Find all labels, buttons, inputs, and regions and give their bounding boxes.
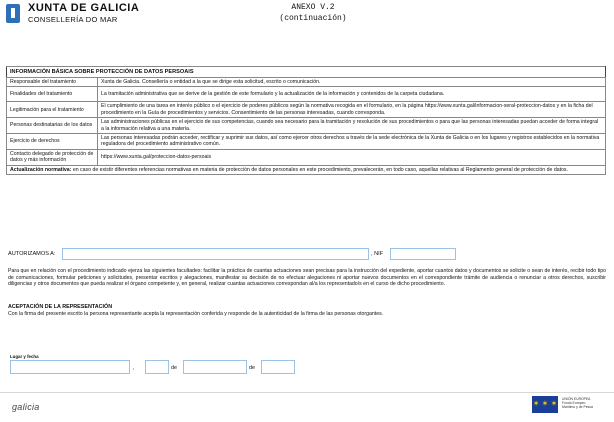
table-row [7, 134, 606, 150]
authorized-name-field[interactable] [62, 248, 369, 260]
table-row [7, 149, 606, 165]
xunta-logo-icon [6, 4, 20, 23]
table-row [7, 102, 606, 118]
row-value: https://www.xunta.gal/proteccion-datos-persoais [98, 149, 606, 165]
regulatory-note-text: en caso de existir diferentes referencias normativas en materia de protección de datos personales en este procedimiento, prevalecerán, en todo caso, aquellas relativas al Reglamento general de protección de datos. [71, 166, 568, 173]
acceptance-text: Con la firma del presente escrito la persona representante acepta la representación conferida y responde de la autenticidad de la firma de las personas otorgantes. [8, 311, 384, 317]
row-label: Legitimación para el tratamiento [7, 102, 98, 118]
row-value: El cumplimiento de una tarea en interés público o el ejercicio de poderes públicos según la normativa recogida en el formulario, en la página https://www.xunta.gal/informacion-xeral-proteccion-datos y en la ficha del procedimiento en la Guía de procedimientos y servicios. Consentimiento de las personas interesadas, cuando corresponda. [98, 102, 606, 118]
row-value: Xunta de Galicia. Consellería o entidad a la que se dirige esta solicitud, escrito o comunicación. [98, 78, 606, 87]
powers-paragraph: Para que en relación con el procedimiento indicado ejerza las siguientes facultades: facilitar la práctica de cuantas actuaciones sean precisas para la instrucción del expediente, aportar cuantos datos y documentos se solicite o sean de interés, recibir todo tipo de comunicaciones, formular peticiones y solicitudes, presentar escritos y alegaciones, manifestar su decisión de no efectuar alegaciones ni aportar nuevos documentos en el correspondiente trámite de audiencia o renunciar a otros derechos, suscribir diligencias y otros documentos que pueda realizar el órgano competente y, en general, realizar cuantas actuaciones correspondan al/a los representado/s en el curso de dicho procedimiento. [8, 268, 606, 288]
day-field[interactable] [145, 360, 169, 374]
annex-title: ANEXO V.2 [291, 3, 335, 12]
eu-funding-text: UNIÓN EUROPEA Fondo Europeo Marítimo y de Pesca [562, 397, 593, 410]
comma-separator: , [133, 365, 135, 371]
acceptance-title: ACEPTACIÓN DE LA REPRESENTACIÓN [8, 304, 113, 310]
place-date-label: Lugar y fecha [10, 354, 39, 359]
org-department: CONSELLERÍA DO MAR [28, 15, 118, 24]
year-field[interactable] [261, 360, 295, 374]
row-label: Finalidades del tratamiento [7, 87, 98, 102]
row-value: La tramitación administrativa que se derive de la gestión de este formulario y la actualización de la información y contenidos de la carpeta ciudadana. [98, 87, 606, 102]
table-row [7, 87, 606, 102]
org-name: XUNTA DE GALICIA [28, 2, 140, 14]
annex-subtitle: (continuación) [279, 14, 347, 23]
footer-divider [0, 392, 614, 393]
nif-field[interactable] [390, 248, 456, 260]
table-row [7, 78, 606, 87]
galicia-logo: galicia [12, 402, 40, 412]
data-protection-table [6, 66, 606, 175]
row-label: Ejercicio de derechos [7, 134, 98, 150]
eu-stars: ✶ ✶ ✶ [532, 399, 558, 408]
regulatory-note-title: Actualización normativa: [10, 166, 72, 173]
place-field[interactable] [10, 360, 130, 374]
row-value: Las personas interesadas podrán acceder, rectificar y suprimir sus datos, así como ejercer otros derechos a través de la sede electrónica de la Xunta de Galicia o en los lugares y registros establecidos en la normativa reguladora del procedimiento administrativo común. [98, 134, 606, 150]
row-label: Contacto delegado de protección de datos y más información [7, 149, 98, 165]
de-separator: de [249, 365, 255, 371]
authorize-label: AUTORIZAMOS A: [8, 251, 56, 257]
row-label: Responsable del tratamiento [7, 78, 98, 87]
nif-label: , NIF [371, 251, 384, 257]
row-value: Las administraciones públicas en el ejercicio de sus competencias, cuando sea necesario para la tramitación y resolución de sus procedimientos o para que las personas interesadas puedan acceder de forma integral a la información relativa a una materia. [98, 118, 606, 134]
table-row [7, 118, 606, 134]
month-field[interactable] [183, 360, 247, 374]
regulatory-note [7, 165, 606, 174]
annex-heading [268, 2, 358, 24]
de-separator: de [171, 365, 177, 371]
row-label: Personas destinatarias de los datos [7, 118, 98, 134]
eu-flag-icon [532, 396, 558, 413]
table-title: INFORMACIÓN BÁSICA SOBRE PROTECCIÓN DE DATOS PERSOAIS [7, 67, 606, 78]
